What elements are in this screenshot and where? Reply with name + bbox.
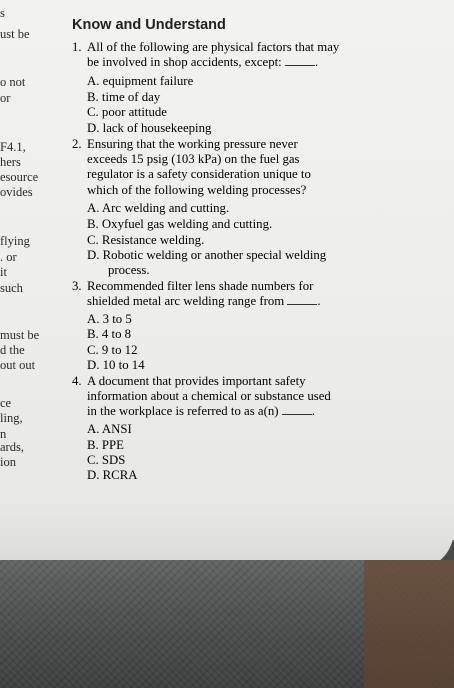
stem-text: in the workplace is referred to as a(n)	[87, 404, 279, 419]
fragment: s	[0, 6, 5, 20]
question-number: 1.	[72, 40, 82, 54]
question-number: 3.	[72, 279, 82, 293]
option: A. equipment failure	[87, 74, 194, 88]
stem-text: be involved in shop accidents, except:	[87, 55, 282, 70]
stem-line: in the workplace is referred to as a(n) .	[87, 404, 315, 419]
stem-line: be involved in shop accidents, except: .	[87, 55, 319, 70]
stem-line: A document that provides important safety	[87, 374, 306, 388]
fragment: esource	[0, 170, 39, 184]
question-number: 4.	[72, 374, 82, 388]
option: B. time of day	[87, 90, 161, 104]
fragment: . or	[0, 250, 17, 264]
fragment: such	[0, 281, 23, 295]
fragment: ce	[0, 396, 12, 410]
answer-blank	[282, 404, 312, 415]
fragment: flying	[0, 234, 30, 248]
stem-line: All of the following are physical factors that may	[87, 40, 340, 54]
option: C. Resistance welding.	[87, 233, 205, 247]
fragment: ling,	[0, 411, 23, 425]
section-heading: Know and Understand	[72, 17, 226, 33]
option: D. lack of housekeeping	[87, 121, 212, 135]
question-stem	[87, 279, 432, 309]
option: B. 4 to 8	[87, 327, 132, 341]
option: D. RCRA	[87, 468, 138, 482]
option: A. 3 to 5	[87, 312, 132, 326]
adjacent-page-fragments	[0, 0, 60, 540]
option: A. Arc welding and cutting.	[87, 201, 230, 215]
option: D. Robotic welding or another special welding	[87, 248, 327, 262]
stem-line: regulator is a safety consideration unique to	[87, 167, 311, 182]
option: D. 10 to 14	[87, 358, 145, 372]
fragment: F4.1,	[0, 140, 26, 154]
fragment: ion	[0, 455, 16, 469]
option: C. poor attitude	[87, 105, 167, 119]
fragment: o not	[0, 75, 26, 89]
stem-line: Ensuring that the working pressure never	[87, 137, 298, 151]
stem-line: which of the following welding processes?	[87, 182, 307, 197]
option: B. Oxyfuel gas welding and cutting.	[87, 217, 273, 231]
question-stem	[87, 137, 432, 198]
stem-line: exceeds 15 psig (103 kPa) on the fuel gas	[87, 152, 300, 167]
question-number: 2.	[72, 137, 82, 151]
fragment: out out	[0, 358, 36, 372]
option-continuation: process.	[108, 263, 150, 277]
fragment: or	[0, 91, 11, 105]
option: C. 9 to 12	[87, 343, 138, 357]
option: A. ANSI	[87, 422, 132, 436]
stem-line: Recommended filter lens shade numbers for	[87, 279, 314, 293]
fragment: it	[0, 265, 7, 279]
answer-blank	[287, 294, 317, 305]
question-stem	[87, 40, 432, 70]
fragment: ovides	[0, 185, 33, 199]
option: C. SDS	[87, 453, 126, 467]
fragment: ards,	[0, 440, 24, 454]
stem-text: shielded metal arc welding range from	[87, 294, 285, 309]
question-stem	[87, 374, 432, 420]
answer-blank	[285, 55, 315, 66]
option: B. PPE	[87, 438, 124, 452]
fragment: d the	[0, 343, 25, 357]
fragment: hers	[0, 155, 21, 169]
brown-fabric	[364, 560, 454, 688]
fragment: ust be	[0, 27, 30, 41]
fragment: n	[0, 427, 7, 441]
stem-line: shielded metal arc welding range from .	[87, 294, 321, 309]
stem-line: information about a chemical or substance used	[87, 389, 331, 404]
fragment: must be	[0, 328, 40, 342]
